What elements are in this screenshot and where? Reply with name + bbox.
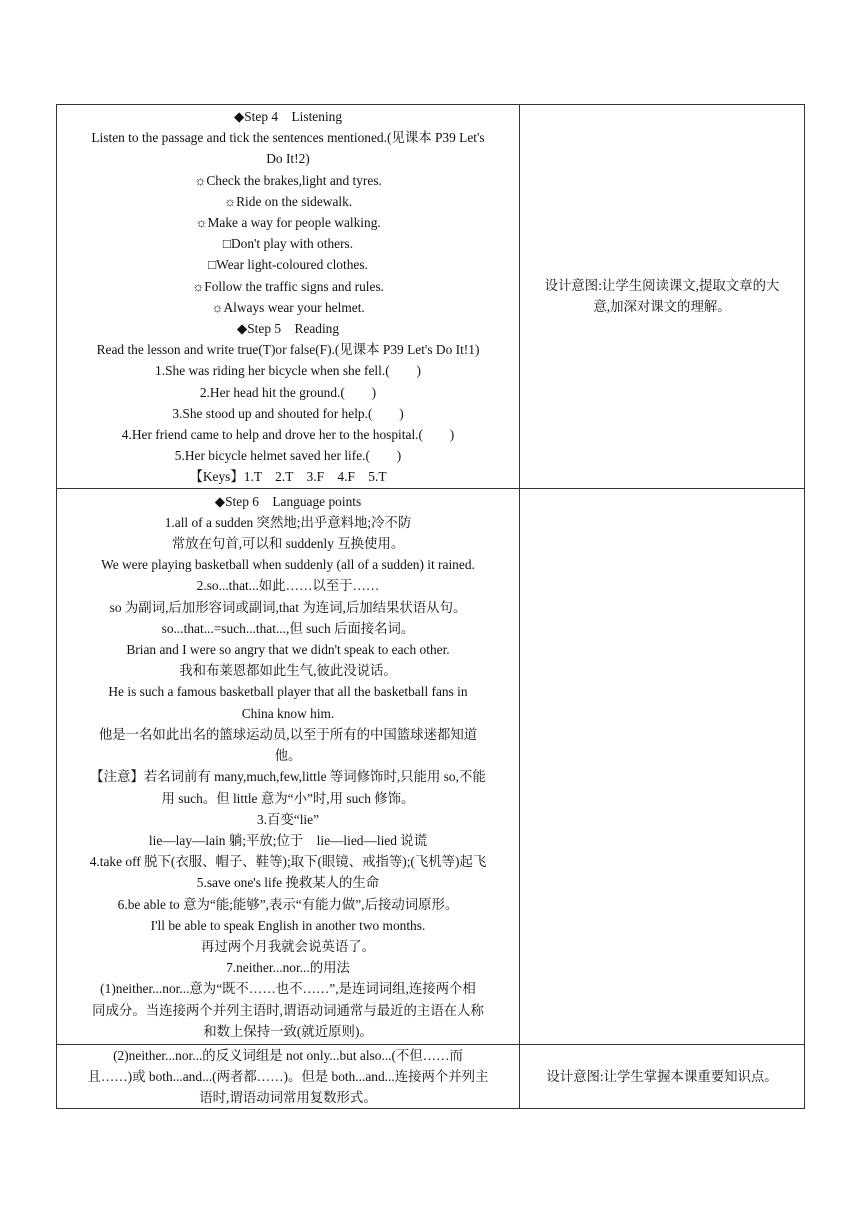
table-row-step-6: [57, 488, 805, 1044]
language-point-line: 常放在句首,可以和 suddenly 互换使用。: [171, 536, 405, 552]
neither-nor-line: 且……)或 both...and...(两者都……)。但是 both...and...连接两个并列主: [87, 1068, 489, 1084]
step-4-heading: ◆Step 4 Listening: [233, 109, 343, 124]
lesson-plan-table: [56, 104, 805, 1109]
language-point-line: so 为副词,后加形容词或副词,that 为连词,后加结果状语从句。: [109, 599, 467, 615]
language-point-line: 7.neither...nor...的用法: [226, 960, 350, 976]
language-point-line: 1.all of a sudden 突然地;出乎意料地;冷不防: [164, 514, 412, 530]
step-6-heading: ◆Step 6 Language points: [214, 493, 362, 509]
language-point-line: 再过两个月我就会说英语了。: [200, 938, 376, 954]
listening-option: ☼Make a way for people walking.: [195, 215, 381, 231]
empty-note-cell: [520, 488, 805, 1044]
language-point-line: China know him.: [241, 705, 335, 721]
language-point-line: Brian and I were so angry that we didn't speak to each other.: [126, 642, 450, 658]
listening-option: ☼Ride on the sidewalk.: [223, 193, 353, 209]
language-point-line: 3.百变“lie”: [256, 811, 320, 827]
language-point-line: 同成分。当连接两个并列主语时,谓语动词通常与最近的主语在人称: [92, 1002, 484, 1018]
language-point-line: so...that...=such...that...,但 such 后面接名词。: [161, 620, 415, 636]
language-point-line: 5.save one's life 挽救某人的生命: [196, 875, 380, 891]
table-row-steps-4-5: [57, 105, 805, 489]
neither-nor-content-cell: [57, 1044, 520, 1109]
listening-instruction-cont: Do It!2): [266, 151, 310, 167]
step-6-content-cell: [57, 488, 520, 1044]
language-point-line: 2.so...that...如此……以至于……: [196, 578, 380, 594]
language-point-line: He is such a famous basketball player that all the basketball fans in: [108, 684, 468, 700]
neither-nor-line: (2)neither...nor...的反义词组是 not only...but also...(不但……而: [113, 1047, 463, 1063]
language-point-line: 6.be able to 意为“能;能够”,表示“有能力做”,后接动词原形。: [117, 896, 459, 912]
language-point-line: 他。: [274, 748, 302, 764]
listening-option: □Wear light-coloured clothes.: [208, 257, 368, 273]
language-point-line: lie—lay—lain 躺;平放;位于 lie—lied—lied 说谎: [148, 832, 428, 848]
reading-question: 3.She stood up and shouted for help.( ): [172, 405, 404, 421]
design-intent-text-cont: 意,加深对课文的理解。: [593, 299, 731, 315]
design-intent-text: 设计意图:让学生阅读课文,提取文章的大: [544, 278, 780, 294]
listening-option: □Don't play with others.: [222, 236, 354, 252]
step-5-heading: ◆Step 5 Reading: [236, 321, 340, 337]
table-row-neither-nor: [57, 1044, 805, 1109]
reading-question: 5.Her bicycle helmet saved her life.( ): [174, 448, 402, 464]
listening-option: ☼Check the brakes,light and tyres.: [194, 172, 382, 188]
listening-option: ☼Always wear your helmet.: [211, 299, 365, 315]
language-point-line: 他是一名如此出名的篮球运动员,以至于所有的中国篮球迷都知道: [98, 726, 478, 742]
language-point-line: 4.take off 脱下(衣服、帽子、鞋等);取下(眼镜、戒指等);(飞机等)起飞: [89, 854, 487, 870]
reading-keys: 【Keys】1.T 2.T 3.F 4.F 5.T: [189, 469, 387, 485]
reading-instruction: Read the lesson and write true(T)or false(F).(见课本 P39 Let's Do It!1): [96, 342, 480, 358]
design-intent-cell: [520, 105, 805, 489]
language-point-line: (1)neither...nor...意为“既不……也不……”,是连词词组,连接两个相: [100, 981, 476, 997]
language-point-line: 和数上保持一致(就近原则)。: [203, 1023, 373, 1039]
reading-question: 2.Her head hit the ground.( ): [199, 384, 377, 400]
language-point-line: 用 such。但 little 意为“小”时,用 such 修饰。: [161, 790, 415, 806]
reading-question: 1.She was riding her bicycle when she fell.( ): [155, 363, 421, 379]
language-point-line: I'll be able to speak English in another two months.: [150, 917, 426, 933]
design-intent-cell: [520, 1044, 805, 1109]
design-intent-text: 设计意图:让学生掌握本课重要知识点。: [546, 1068, 778, 1084]
listening-option: ☼Follow the traffic signs and rules.: [191, 278, 385, 294]
language-point-line: 我和布莱恩都如此生气,彼此没说话。: [179, 663, 397, 679]
listening-instruction: Listen to the passage and tick the sentences mentioned.(见课本 P39 Let's: [91, 130, 485, 146]
reading-question: 4.Her friend came to help and drove her to the hospital.( ): [121, 427, 455, 443]
neither-nor-line: 语时,谓语动词常用复数形式。: [199, 1090, 377, 1106]
language-point-line: 【注意】若名词前有 many,much,few,little 等词修饰时,只能用 so,不能: [90, 769, 486, 785]
step-4-5-content-cell: [57, 105, 520, 489]
language-point-line: We were playing basketball when suddenly (all of a sudden) it rained.: [101, 557, 475, 573]
